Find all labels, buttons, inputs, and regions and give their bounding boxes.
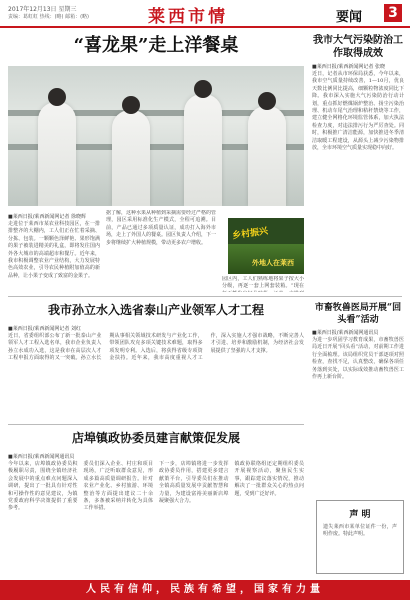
notice-box bbox=[316, 500, 404, 574]
right-mid-byline: ■莱西日报/莱西新闻网通讯员 bbox=[312, 330, 379, 336]
lead-column-2 bbox=[106, 210, 216, 292]
right-mid-headline: 市畜牧兽医局开展“回头看”活动 bbox=[314, 303, 402, 325]
lead-text: 据了解，这种水果从种植到采摘需要经过严格的管理，园区采用标准化生产模式，全程可追溯。目前，产品已通过多项质量认证，成功打入海外市场，走上了外国人的餐桌。园区负责人介绍，下一步将继续扩大种植规模，带动更多农户增收。 bbox=[106, 210, 216, 246]
divider bbox=[8, 424, 304, 425]
lead-headline: “喜龙果”走上洋餐桌 bbox=[73, 35, 239, 56]
talent-byline: ■莱西日报/莱西新闻网记者 刘红 bbox=[8, 326, 81, 332]
lead-byline: ■莱西日报/莱西新闻网记者 徐晓辉 bbox=[8, 214, 86, 220]
editor-info: 责编：葛虹虹 热线：(略) 邮箱：(略) bbox=[8, 14, 89, 20]
talent-text: 近日，省委组织部公布了新一批泰山产业领军人才工程入选名单，我市企业负责人孙立水成功入选，这是我市在高层次人才工程申报方面取得的又一突破。孙立水长期从事相关领域技术研发与产业化工作，带领团队攻克多项关键技术难题，取得多项发明专利。入选后，将获得省级专项资金扶持。近年来，我市高度重视人才工作，深入实施人才强市战略，不断完善人才引进、培养和激励机制，为经济社会发展提供了坚强的人才支撑。 bbox=[8, 333, 304, 362]
footer-slogan: 人民有信仰，民族有希望，国家有力量 bbox=[0, 580, 410, 600]
bottom-headline: 店埠镇政协委员建言献策促发展 bbox=[71, 431, 240, 445]
bottom-text: 镇政协联络组还定期组织委员开展视察活动，聚焦民生实事，跟踪建议落实情况，推动解决了一批群众关心的热点问题，受到广泛好评。 bbox=[234, 461, 304, 497]
right-mid-text: 为进一步巩固学习教育成果，市畜牧兽医局近日开展“回头看”活动，对前期工作进行全面梳理。该局组织党员干部逐项对照检查，查找不足，认真整改，确保各项任务落到实处，以实际成效推动畜牧兽医工作再上新台阶。 bbox=[312, 337, 404, 381]
issue-date: 2017年12月13日 星期三 bbox=[8, 6, 77, 13]
bottom-text: 下一步，店埠镇将进一步发挥政协委员作用，搭建更多建言献策平台，引导委员们在推动全镇高质量发展中贡献智慧和力量，为建设富裕美丽新店埠凝聚强大合力。 bbox=[159, 461, 229, 505]
photo-worker bbox=[184, 94, 222, 206]
promo-title: 乡村振兴 bbox=[231, 226, 269, 242]
right-top-text: 近日，记者从市环保局获悉，今年以来，我市空气质量持续改善，1—10月，优良天数比例同比提高，细颗粒物浓度同比下降。我市深入实施大气污染防治行动计划，重点抓好燃煤锅炉整治、扬尘污染治理、机动车尾气治理和秸秆禁烧等工作，建立健全网格化环境监管体系，加大执法检查力度，对违法排污行为严厉查处。同时，积极推广清洁能源，加快推进冬季清洁取暖工程建设，从源头上减少污染物排放，全市环境空气质量实现稳中向好。 bbox=[312, 71, 404, 152]
lead-text: 走进位于莱西市某农业科技园区，在一排排整齐的大棚内，工人们正在忙着采摘、分拣、包装。一颗颗色泽鲜艳、果形饱满的果子被装进精美的礼盒，即将发往国内外各大城市的高端超市和餐厅。近年来，我市积极调整农业产业结构，大力发展特色高效农业，引导农民种植附加值高的新品种，让小果子变成了致富的金果子。 bbox=[8, 221, 100, 279]
bottom-text: 委员们深入企业、村庄和项目现场，广泛听取群众意见，形成多篇高质量调研报告。针对农业产业化、乡村旅游、环境整治等方面提出建议二十余条，多条被采纳并转化为具体工作举措。 bbox=[83, 461, 153, 512]
promo-graphic bbox=[228, 218, 304, 274]
notice-title: 声 明 bbox=[349, 510, 371, 520]
right-mid-article bbox=[312, 302, 404, 492]
promo-subtitle: 外地人在莱西 bbox=[252, 258, 294, 267]
bottom-byline: ■莱西日报/莱西新闻网通讯员 bbox=[8, 454, 75, 460]
notice-text: 遗失莱西市某单位证件一份，声明作废。特此声明。 bbox=[323, 524, 397, 538]
talent-article bbox=[8, 322, 304, 418]
photo-worker bbox=[248, 106, 286, 206]
divider bbox=[8, 296, 402, 297]
newspaper-title: 莱西市情 bbox=[148, 7, 228, 27]
masthead bbox=[0, 0, 410, 28]
page-number: 3 bbox=[384, 4, 402, 22]
bottom-article bbox=[8, 450, 304, 574]
photo-worker bbox=[38, 102, 76, 206]
lead-column-1 bbox=[8, 210, 100, 292]
right-top-headline: 我市大气污染防治工作取得成效 bbox=[313, 35, 403, 59]
lead-photo bbox=[8, 66, 304, 206]
section-name: 要闻 bbox=[336, 10, 363, 25]
lead-text: 园区内，工人们熟练地将果子按大小分级，再逐一套上网套装箱。“现在 bbox=[222, 276, 304, 290]
bottom-text: 今年以来，店埠镇政协委员积极履职尽责，围绕全镇经济社会发展中的重点难点问题深入调研，提出了一批具有针对性和可操作性的意见建议，为镇党委政府科学决策提供了重要参考。 bbox=[8, 461, 78, 512]
photo-worker bbox=[112, 110, 150, 206]
lead-column-3 bbox=[222, 276, 304, 292]
talent-headline: 我市孙立水入选省泰山产业领军人才工程 bbox=[47, 303, 264, 317]
right-top-article bbox=[312, 34, 404, 294]
right-top-byline: ■莱西日报/莱西新闻网记者 张晓 bbox=[312, 64, 385, 70]
